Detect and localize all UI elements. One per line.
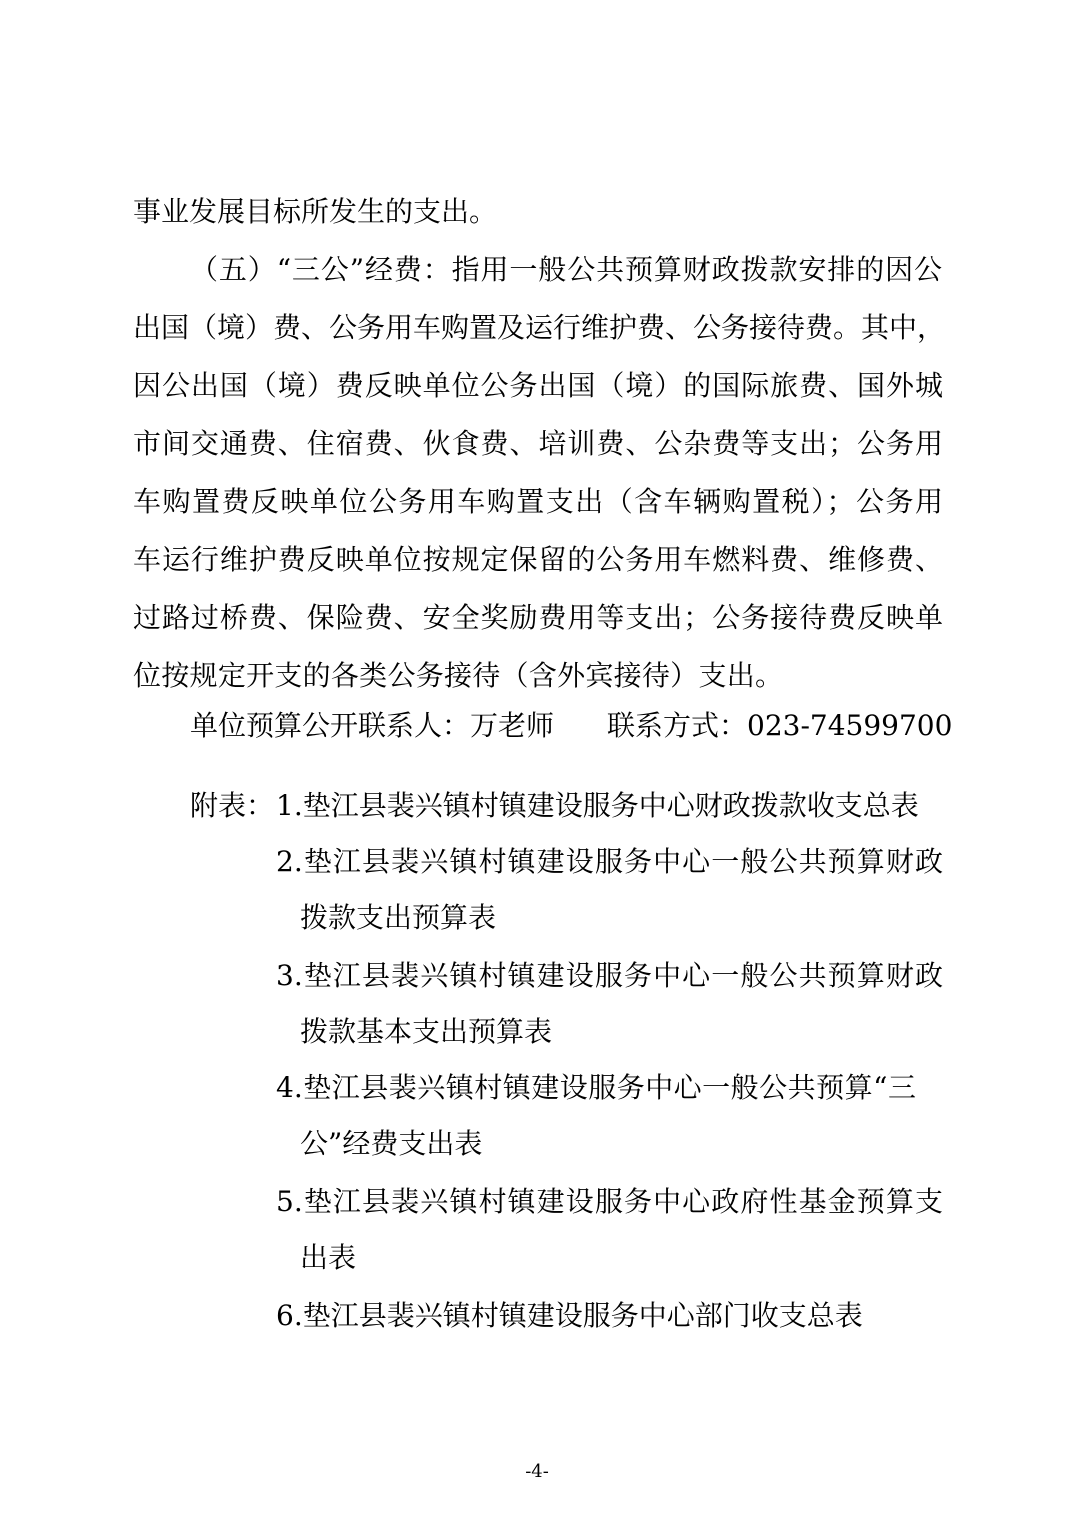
attachments-label: 附表： bbox=[190, 789, 275, 822]
page-number: -4- bbox=[525, 1461, 549, 1482]
attachment-item: 1.垫江县裴兴镇村镇建设服务中心财政拨款收支总表 bbox=[276, 789, 919, 822]
contact-person: 单位预算公开联系人：万老师 bbox=[190, 709, 555, 742]
body-line: 车购置费反映单位公务用车购置支出（含车辆购置税）；公务用 bbox=[133, 485, 943, 518]
attachment-item: 3.垫江县裴兴镇村镇建设服务中心一般公共预算财政 bbox=[276, 959, 943, 992]
body-line: 位按规定开支的各类公务接待（含外宾接待）支出。 bbox=[133, 659, 783, 692]
body-line: 因公出国（境）费反映单位公务出国（境）的国际旅费、国外城 bbox=[133, 369, 943, 402]
attachment-item: 2.垫江县裴兴镇村镇建设服务中心一般公共预算财政 bbox=[276, 845, 943, 878]
body-line: 车运行维护费反映单位按规定保留的公务用车燃料费、维修费、 bbox=[133, 543, 943, 576]
body-line: 市间交通费、住宿费、伙食费、培训费、公杂费等支出；公务用 bbox=[133, 427, 943, 460]
body-line: 事业发展目标所发生的支出。 bbox=[133, 195, 498, 228]
contact-method: 联系方式：023-74599700 bbox=[607, 709, 953, 742]
attachment-item: 5.垫江县裴兴镇村镇建设服务中心政府性基金预算支 bbox=[276, 1185, 943, 1218]
attachment-item-continued: 出表 bbox=[300, 1241, 357, 1274]
attachment-item: 6.垫江县裴兴镇村镇建设服务中心部门收支总表 bbox=[276, 1299, 863, 1332]
body-line: 过路过桥费、保险费、安全奖励费用等支出；公务接待费反映单 bbox=[133, 601, 943, 634]
attachment-item-continued: 拨款支出预算表 bbox=[300, 901, 497, 934]
attachment-item: 4.垫江县裴兴镇村镇建设服务中心一般公共预算“三 bbox=[276, 1071, 916, 1104]
attachment-item-continued: 拨款基本支出预算表 bbox=[300, 1015, 553, 1048]
body-line: （五）“三公”经费：指用一般公共预算财政拨款安排的因公 bbox=[190, 253, 942, 286]
body-line: 出国（境）费、公务用车购置及运行维护费、公务接待费。其中， bbox=[133, 311, 946, 344]
attachment-item-continued: 公”经费支出表 bbox=[300, 1127, 483, 1160]
